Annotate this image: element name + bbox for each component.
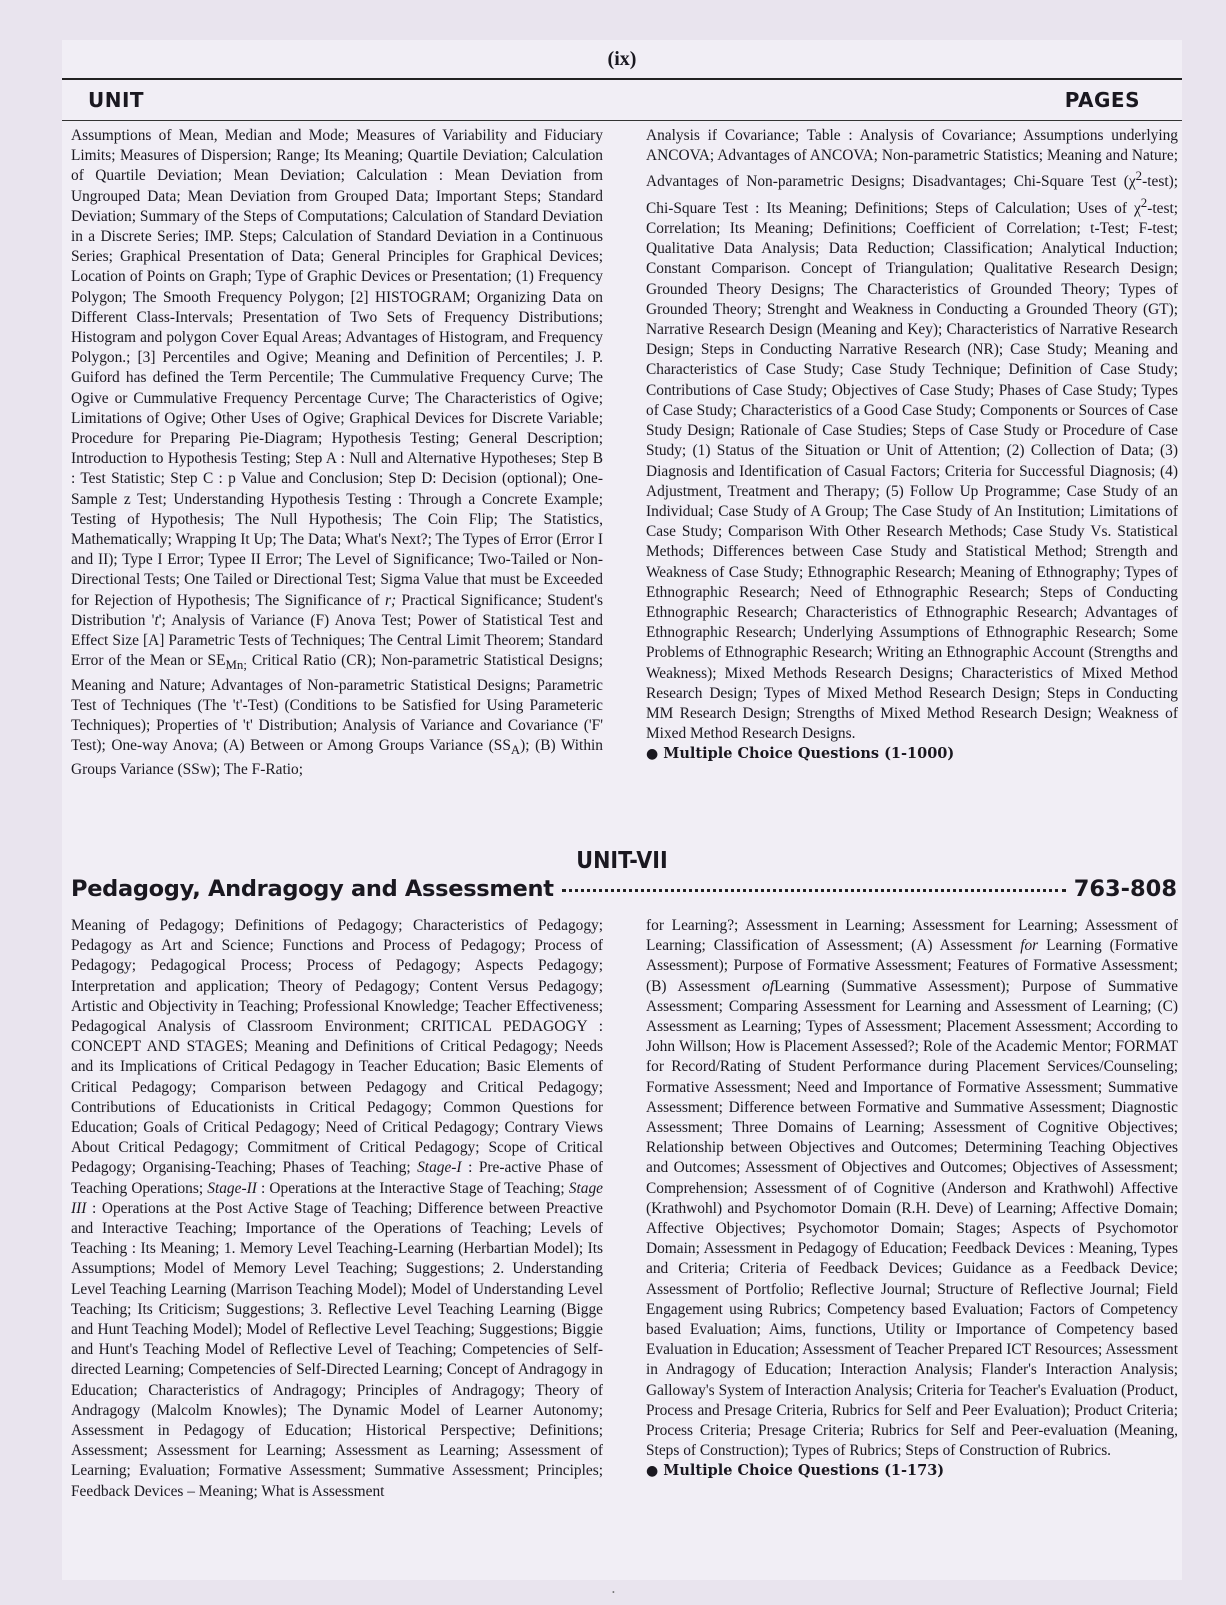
emphasis-for: for	[1020, 937, 1039, 955]
contents-text: Analysis if Covariance; Table : Analysis of Covariance; Assumptions underlying ANCOVA; Advantages of ANCOVA; Non-parametric Statistics; Meaning and Nature; Advantages of Non-parametric Designs; Disadvantages; Chi-Square Test (	[646, 127, 1178, 191]
stage-label: Stage-II	[207, 1179, 257, 1197]
bullet-icon: ●	[646, 746, 659, 763]
subscript-mn: Mn;	[225, 658, 247, 673]
contents-text: '; Analysis of Variance (F) Anova Test; Power of Statistical Test and Effect Size [A] Parametric Tests of Techniques; The Central Limit Theorem; Standard Error of the Mean or SE	[71, 611, 604, 670]
top-rule	[62, 78, 1182, 80]
contents-text: Learning (Formative Assessment); Purpose of Formative Assessment; Features of Formative Assessment; (B) Assessment	[646, 937, 1178, 995]
unit-title: Pedagogy, Andragogy and Assessment	[71, 876, 554, 902]
superscript-2: 2	[1135, 169, 1143, 184]
contents-text: Meaning of Pedagogy; Definitions of Pedagogy; Characteristics of Pedagogy; Pedagogy as Art and Science; Functions and Process of Pedagogy; Process of Pedagogy; Pedagogical Process; Process of Pedagogy; Aspects Pedagogy; Interpretation and application; Theory of Pedagogy; Content Versus Pedagogy; Artistic and Objectivity in Teaching; Professional Knowledge; Teacher Effectiveness; Pedagogical Analysis of Classroom Environment; CRITICAL PEDAGOGY : CONCEPT AND STAGES; Meaning and Definitions of Critical Pedagogy; Needs and its Implications of Critical Pedagogy in Teacher Education; Basic Elements of Critical Pedagogy; Comparison between Pedagogy and Critical Pedagogy; Contributions of Educationists in Critical Pedagogy; Common Questions for Education; Goals of Critical Pedagogy; Need of Critical Pedagogy; Contrary Views About Critical Pedagogy; Commitment of Critical Pedagogy; Scope of Critical Pedagogy; Organising-Teaching; Phases of Teaching;	[71, 917, 603, 1177]
contents-text: Critical Ratio (CR); Non-parametric Statistical Designs; Meaning and Nature; Advantages of Non-parametric Statistical Designs; Parametric Test of Techniques (The 't'-Test) (Conditions to be Satisfied for Using Parameteric Techniques); Properties of 't' Distribution; Analysis of Variance and Covariance ('F' Test); One-way Anova; (A) Between or Among Groups Variance (SS	[71, 652, 604, 755]
heading-rule	[62, 120, 1182, 121]
unit-page-range: 763-808	[1073, 876, 1177, 902]
contents-text: : Operations at the Post Active Stage of Teaching; Difference between Preactive and Interactive Teaching; Importance of the Operations of Teaching; Levels of Teaching : Its Meaning; 1. Memory Level Teaching-Learning (Herbartian Model); Its Assumptions; Model of Memory Level Teaching; Suggestions; 2. Understanding Level Teaching Learning (Marrison Teaching Model); Model of Understanding Level Teaching; Its Criticism; Suggestions; 3. Reflective Level Teaching Learning (Bigge and Hunt Teaching Model); Model of Reflective Level Teaching; Suggestions; Biggie and Hunt's Teaching Model of Reflective Level of Teaching; Competencies of Self-directed Learning; Competencies of Self-Directed Learning; Concept of Andragogy in Education; Characteristics of Andragogy; Principles of Andragogy; Theory of Andragogy (Malcolm Knowles); The Dynamic Model of Learner Autonomy; Assessment in Pedagogy of Education; Historical Perspective; Definitions; Assessment; Assessment for Learning; Assessment as Learning; Assessment of Learning; Evaluation; Formative Assessment; Summative Assessment; Principles; Feedback Devices – Meaning; What is Assessment	[71, 1199, 603, 1500]
document-page	[62, 40, 1182, 1597]
top-left-contents	[71, 126, 603, 781]
symbol-r: r;	[385, 591, 397, 609]
unit-heading: UNIT-VII	[576, 848, 668, 874]
contents-text: for Learning?; Assessment in Learning; Assessment for Learning; Assessment of Learning; Classification of Assessment; (A) Assessment	[646, 917, 1178, 955]
chi-symbol: χ	[1133, 199, 1141, 217]
stage-label: Stage-I	[417, 1159, 462, 1177]
top-right-contents	[646, 126, 1178, 765]
contents-text: -test); Chi-Square Test : Its Meaning; Definitions; Steps of Calculation; Uses of	[646, 173, 1178, 217]
bullet-icon: ●	[646, 1463, 659, 1480]
mcq-label: Multiple Choice Questions (1-173)	[663, 1462, 945, 1480]
symbol-t: t	[154, 611, 159, 629]
bottom-left-contents	[71, 916, 603, 1502]
chi-symbol: χ	[1128, 173, 1136, 191]
mcq-entry	[646, 744, 1178, 764]
pages-column-heading: PAGES	[1064, 88, 1140, 112]
print-mark: •	[612, 1588, 615, 1597]
bottom-right-contents	[646, 916, 1178, 1482]
mcq-label: Multiple Choice Questions (1-1000)	[663, 745, 955, 763]
superscript-2: 2	[1140, 195, 1148, 210]
unit-column-heading: UNIT	[88, 88, 145, 112]
unit-title-row	[71, 876, 1177, 910]
stage-label: Stage III	[71, 1179, 603, 1217]
mcq-entry	[646, 1461, 1178, 1481]
contents-text: Assumptions of Mean, Median and Mode; Measures of Variability and Fiduciary Limits; Measures of Dispersion; Range; Its Meaning; Quartile Deviation; Calculation of Quartile Deviation; Mean Deviation; Calculation : Mean Deviation from Ungrouped Data; Mean Deviation from Grouped Data; Important Steps; Standard Deviation; Summary of the Steps of Computations; Calculation of Standard Deviation in a Discrete Series; IMP. Steps; Calculation of Standard Deviation in a Continuous Series; Graphical Presentation of Data; General Principles for Graphical Devices; Location of Points on Graph; Type of Graphic Devices or Presentation; (1) Frequency Polygon; The Smooth Frequency Polygon; [2] HISTOGRAM; Organizing Data on Different Class-Intervals; Presentation of Two Sets of Frequency Distributions; Histogram and polygon Cover Equal Areas; Advantages of Histogram, and Frequency Polygon.; [3] Percentiles and Ogive; Meaning and Definition of Percentiles; J. P. Guiford has defined the Term Percentile; The Cummulative Frequency Curve; The Ogive or Cummulative Frequency Percentage Curve; The Characteristics of Ogive; Limitations of Ogive; Other Uses of Ogive; Graphical Devices for Discrete Variable; Procedure for Preparing Pie-Diagram; Hypothesis Testing; General Description; Introduction to Hypothesis Testing; Step A : Null and Alternative Hypotheses; Step B : Test Statistic; Step C : p Value and Conclusion; Step D: Decision (optional); One-Sample z Test; Understanding Hypothesis Testing : Through a Concrete Example; Testing of Hypothesis; The Null Hypothesis; The Coin Flip; The Statistics, Mathematically; Wrapping It Up; The Data; What's Next?; The Types of Error (Error I and II); Type I Error; Typee II Error; The Level of Significance; Two-Tailed or Non-Directional Tests; One Tailed or Directional Test; Sigma Value that must be Exceeded for Rejection of Hypothesis; The	[71, 127, 603, 609]
contents-text: -test; Correlation; Its Meaning; Definitions; Coefficient of Correlation; t-Test; F-test; Qualitative Data Analysis; Data Reduction; Classification; Analytical Induction; Constant Comparison. Concept of Triangulation; Qualitative Research Design; Grounded Theory Designs; The Characteristics of Grounded Theory; Types of Grounded Theory; Strenght and Weakness in Conducting a Grounded Theory (GT); Narrative Research Design (Meaning and Key); Characteristics of Narrative Research Design; Steps in Conducting Narrative Research (NR); Case Study; Meaning and Characteristics of Case Study; Case Study Technique; Definition of Case Study; Contributions of Case Study; Objectives of Case Study; Phases of Case Study; Types of Case Study; Characteristics of a Good Case Study; Components or Sources of Case Study Design; Rationale of Case Studies; Steps of Case Study or Procedure of Case Study; (1) Status of the Situation or Unit of Attention; (2) Collection of Data; (3) Diagnosis and Identification of Casual Factors; Criteria for Successful Diagnosis; (4) Adjustment, Treatment and Therapy; (5) Follow Up Programme; Case Study of an Individual; Case Study of A Group; The Case Study of An Institution; Limitations of Case Study; Comparison With Other Research Methods; Case Study Vs. Statistical Methods; Differences between Case Study and Statistical Method; Strength and Weakness of Case Study; Ethnographic Research; Meaning of Ethnography; Types of Ethnographic Research; Need of Ethnographic Research; Steps of Conducting Ethnographic Research; Characteristics of Ethnographic Research; Advantages of Ethnographic Research; Underlying Assumptions of Ethnographic Research; Some Problems of Ethnographic Research; Writing an Ethnographic Account (Strengths and Weakness); Mixed Methods Research Designs; Characteristics of Mixed Method Research Design; Types of Mixed Method Research Design; Steps in Conducting MM Research Design; Strengths of Mixed Method Research Design; Weakness of Mixed Method Research Designs.	[646, 199, 1178, 743]
contents-text: Significance of	[284, 591, 380, 609]
contents-text: Practical Significance; Student's Distribution '	[71, 591, 603, 629]
contents-text: : Pre-active Phase of Teaching Operations;	[71, 1159, 603, 1197]
contents-text: : Operations at the Interactive Stage of Teaching;	[260, 1179, 565, 1197]
dot-leader	[562, 889, 1066, 892]
subscript-a: A	[510, 743, 521, 758]
contents-text: Learning (Summative Assessment); Purpose of Summative Assessment; Comparing Assessment for Learning and Assessment of Learning; (C) Assessment as Learning; Types of Assessment; Placement Assessment; According to John Willson; How is Placement Assessed?; Role of the Academic Mentor; FORMAT for Record/Rating of Student Performance during Placement Services/Counseling; Formative Assessment; Need and Importance of Formative Assessment; Summative Assessment; Difference between Formative and Summative Assessment; Diagnostic Assessment; Three Domains of Learning; Assessment of Cognitive Objectives; Relationship between Objectives and Outcomes; Determining Teaching Objectives and Outcomes; Assessment of Objectives and Outcomes; Objectives of Assessment; Comprehension; Assessment of of Cognitive (Anderson and Krathwohl) Affective (Krathwohl) and Psychomotor Domain (R.H. Deve) of Learning; Affective Domain; Affective Objectives; Psychomotor Domain; Stages; Aspects of Psychomotor Domain; Assessment in Pedagogy of Education; Feedback Devices : Meaning, Types and Criteria; Criteria of Feedback Devices; Guidance as a Feedback Device; Assessment of Portfolio; Reflective Journal; Structure of Reflective Journal; Field Engagement using Rubrics; Competency based Evaluation; Factors of Competency based Evaluation; Aims, functions, Utility or Importance of Competency based Evaluation in Education; Assessment of Teacher Prepared ICT Resources; Assessment in Andragogy of Education; Interaction Analysis; Flander's Interaction Analysis; Galloway's System of Interaction Analysis; Criteria for Teacher's Evaluation (Product, Process and Presage Criteria, Rubrics for Self and Peer Evaluation); Product Criteria; Process Criteria; Presage Criteria; Rubrics for Self and Peer-evaluation (Meaning, Steps of Construction); Types of Rubrics; Steps of Construction of Rubrics.	[646, 977, 1178, 1460]
emphasis-of: of	[762, 977, 775, 995]
contents-text: ); (B) Within Groups Variance (SSw); The F-Ratio;	[71, 737, 603, 779]
page-number: (ix)	[607, 48, 637, 70]
